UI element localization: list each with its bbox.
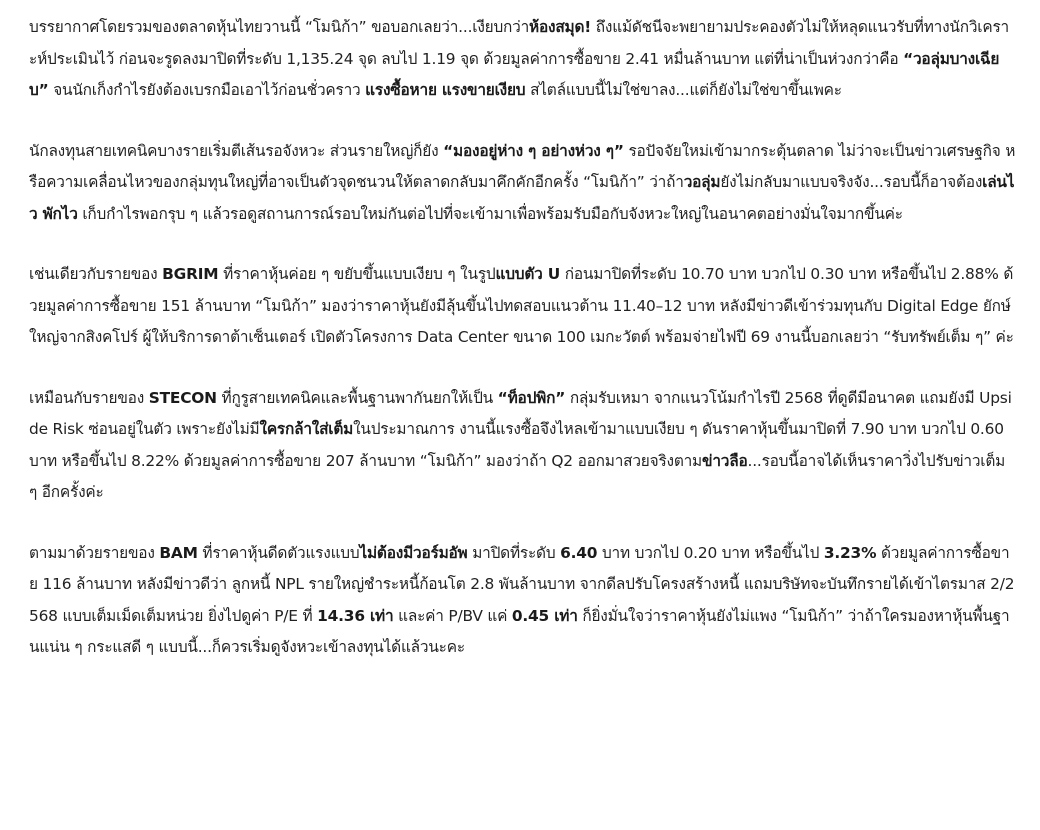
body-text: จนนักเก็งกำไรยังต้องเบรกมือเอาไว้ก่อนชั่วคราว — [48, 81, 366, 99]
emphasis-text: แรงซื้อหาย แรงขายเงียบ — [365, 81, 526, 99]
emphasis-text: ห้องสมุด! — [529, 18, 592, 36]
emphasis-text: ไม่ต้องมีวอร์มอัพ — [359, 543, 468, 562]
body-text: บรรยากาศโดยรวมของตลาดหุ้นไทยวานนี้ “โมนิก้า” ขอบอกเลยว่า...เงียบกว่า — [29, 18, 530, 36]
emphasis-text: 3.23% — [823, 543, 877, 562]
paragraph-bam — [29, 538, 1016, 664]
body-text: ในประมาณการ งานนี้แรงซื้อจึงไหลเข้ามาแบบเงียบ ๆ ดันราคาหุ้นขึ้นมาปิดที่ 7.90 บาท บวกไป 0.60 บาท หรือขึ้นไป 8.22% ด้วยมูลค่าการซื้อขาย 207 ล้านบาท “โมนิก้า” มองว่าถ้า Q2 ออกมาสวยจริงตาม — [29, 420, 1004, 470]
body-text: ก็ยิ่งมั่นใจว่าราคาหุ้นยังไม่แพง “โมนิก้า” ว่าถ้าใครมองหาหุ้นพื้นฐานแน่น ๆ กระแสดี ๆ แบบนี้...ก็ควรเริ่มดูจังหวะเข้าลงทุนได้แล้วนะคะ — [29, 606, 1010, 656]
body-text: เก็บกำไรพอกรุบ ๆ แล้วรอดูสถานการณ์รอบใหม่กันต่อไปที่จะเข้ามาเพื่อพร้อมรับมือกับจังหวะใหญ่ในอนาคตอย่างมั่นใจมากขึ้นค่ะ — [77, 204, 903, 223]
emphasis-text: 6.40 — [560, 543, 598, 562]
paragraph-market-overview — [29, 12, 1016, 107]
body-text: ที่ราคาหุ้นดีดตัวแรงแบบ — [197, 543, 360, 562]
body-text: เหมือนกับรายของ — [29, 388, 149, 407]
emphasis-text: “มองอยู่ห่าง ๆ อย่างห่วง ๆ” — [443, 141, 624, 160]
body-text: ถึงแม้ดัชนีจะพยายามประคองตัวไม่ให้หลุดแนวรับที่ทางนักวิเคราะห์ประเมินไว้ ก่อนจะรูดลงมาปิดที่ระดับ 1,135.24 จุด ลบไป 1.19 จุด ด้วยมูลค่าการซื้อขาย 2.41 หมื่นล้านบาท แต่ที่น่าเป็นห่วงกว่าคือ — [29, 18, 1009, 68]
body-text: นักลงทุนสายเทคนิคบางรายเริ่มตีเส้นรอจังหวะ ส่วนรายใหญ่ก็ยัง — [29, 141, 444, 160]
emphasis-text: “วอลุ่มบางเฉียบ” — [29, 49, 1000, 99]
body-text: รอปัจจัยใหม่เข้ามากระตุ้นตลาด ไม่ว่าจะเป็นข่าวเศรษฐกิจ หรือความเคลื่อนไหวของกลุ่มทุนใหญ่ที่อาจเป็นตัวจุดชนวนให้ตลาดกลับมาคึกคักอีกครั้ง “โมนิก้า” ว่าถ้า — [29, 141, 1016, 191]
emphasis-text: ใครกล้าใส่เต็ม — [259, 420, 354, 438]
body-text: ...รอบนี้อาจได้เห็นราคาวิ่งไปรับข่าวเต็ม ๆ อีกครั้งค่ะ — [29, 451, 1006, 501]
emphasis-text: ข่าวลือ — [702, 451, 748, 470]
body-text: บาท บวกไป 0.20 บาท หรือขึ้นไป — [597, 543, 824, 562]
body-text: กลุ่มรับเหมา จากแนวโน้มกำไรปี 2568 ที่ดูดีมีอนาคต แถมยังมี Upside Risk ซ่อนอยู่ในตัว เพราะยังไม่มี — [29, 388, 1012, 438]
body-text: และค่า P/BV แค่ — [393, 606, 512, 625]
body-text: ที่กูรูสายเทคนิคและพื้นฐานพากันยกให้เป็น — [216, 388, 498, 407]
emphasis-text: “ท็อปพิก” — [497, 388, 566, 407]
body-text: ก่อนมาปิดที่ระดับ 10.70 บาท บวกไป 0.30 บาท หรือขึ้นไป 2.88% ด้วยมูลค่าการซื้อขาย 151 ล้านบาท “โมนิก้า” มองว่าราคาหุ้นยังมีลุ้นขึ้นไปทดสอบแนวต้าน 11.40–12 บาท หลังมีข่าวดีเข้าร่วมทุนกับ Digital Edge ยักษ์ใหญ่จากสิงคโปร์ ผู้ให้บริการดาต้าเซ็นเตอร์ เปิดตัวโครงการ Data Center ขนาด 100 เมกะวัตต์ พร้อมจ่ายไฟปี 69 งานนี้บอกเลยว่า “รับทรัพย์เต็ม ๆ” ค่ะ — [29, 265, 1014, 346]
emphasis-text: BAM — [159, 543, 198, 562]
body-text: เช่นเดียวกับรายของ — [29, 265, 163, 283]
body-text: มาปิดที่ระดับ — [467, 543, 561, 562]
emphasis-text: 14.36 เท่า — [317, 606, 394, 625]
emphasis-text: วอลุ่ม — [683, 173, 721, 191]
body-text: ยังไม่กลับมาแบบจริงจัง...รอบนี้ก็อาจต้อง — [720, 173, 983, 191]
paragraph-bgrim — [29, 259, 1016, 354]
emphasis-text: แบบตัว U — [495, 265, 561, 283]
emphasis-text: BGRIM — [162, 265, 219, 283]
paragraph-stecon — [29, 383, 1016, 509]
body-text: สไตล์แบบนี้ไม่ใช่ขาลง...แต่ก็ยังไม่ใช่ขาขึ้นเพคะ — [525, 81, 842, 99]
emphasis-text: เล่นไว พักไว — [29, 173, 1015, 223]
body-text: ตามมาด้วยรายของ — [29, 543, 160, 562]
emphasis-text: 0.45 เท่า — [511, 606, 578, 625]
body-text: ที่ราคาหุ้นค่อย ๆ ขยับขึ้นแบบเงียบ ๆ ในรูป — [218, 265, 496, 283]
paragraph-technical-investors — [29, 136, 1016, 231]
emphasis-text: STECON — [148, 388, 217, 407]
body-text: ด้วยมูลค่าการซื้อขาย 116 ล้านบาท หลังมีข่าวดีว่า ลูกหนี้ NPL รายใหญ่ชำระหนี้ก้อนโต 2.8 พันล้านบาท จากดีลปรับโครงสร้างหนี้ แถมบริษัทจะบันทึกรายได้เข้าไตรมาส 2/2568 แบบเต็มเม็ดเต็มหน่วย ยิ่งไปดูค่า P/E ที่ — [29, 543, 1015, 625]
